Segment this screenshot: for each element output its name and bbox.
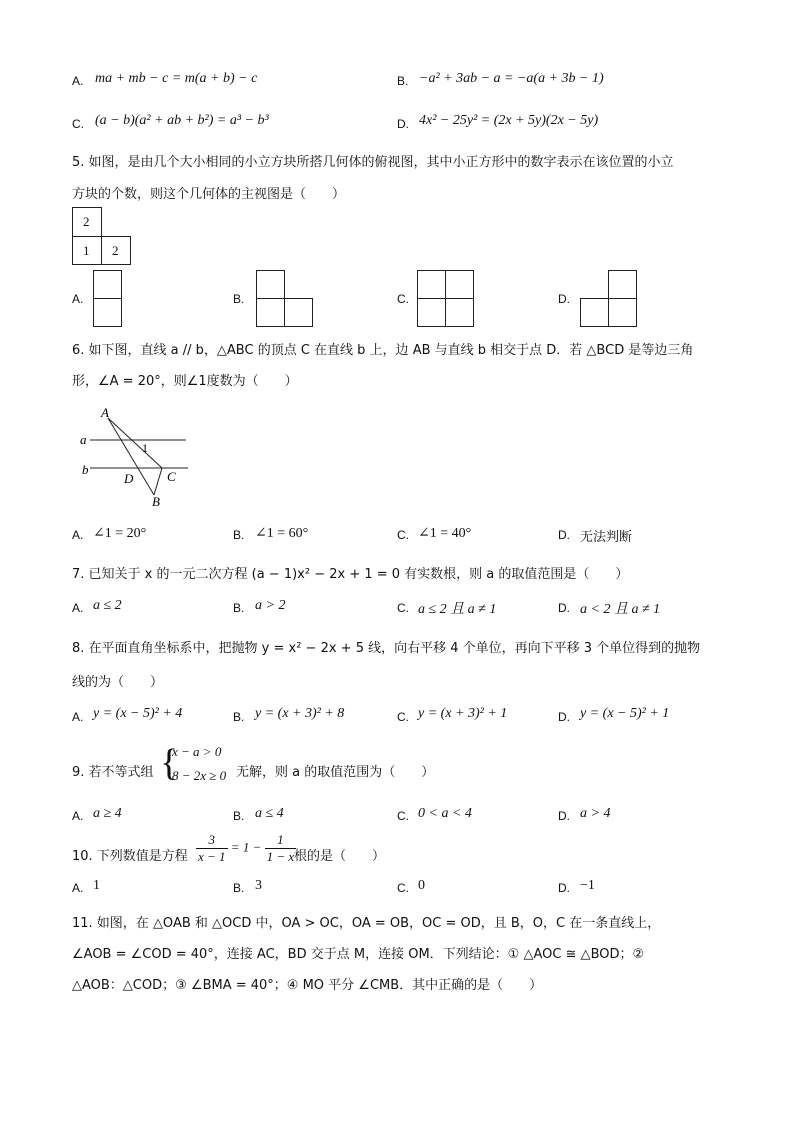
q8-option-c-text: y = (x + 3)² + 1 (418, 706, 508, 721)
q6-option-a-label: A. (72, 528, 84, 542)
grid-cell (72, 236, 102, 265)
q4-option-c-text: (a − b)(a² + ab + b²) = a³ − b³ (95, 113, 269, 128)
q11-stem-line1: 11. 如图，在 △OAB 和 △OCD 中，OA > OC，OA = OB，OC = OD，且 B，O，C 在一条直线上， (72, 916, 661, 931)
q10-fraction-1-denominator: x − 1 (198, 849, 226, 864)
q8-option-b-label: B. (233, 710, 245, 724)
q10-option-c-label: C. (397, 881, 409, 895)
q10-fraction-1 (196, 832, 228, 865)
q10-stem-suffix: 根的是（ ） (294, 849, 386, 864)
q6-figure (72, 400, 202, 510)
segment-bc (154, 468, 162, 495)
q6-option-b-label: B. (233, 528, 245, 542)
grid-cell (101, 236, 131, 265)
q8-option-a-text: y = (x − 5)² + 4 (93, 706, 183, 721)
grid-count: 1 (83, 243, 90, 258)
q5-option-d-label: D. (558, 292, 570, 306)
segment-ac (108, 418, 162, 468)
q6-option-c-label: C. (397, 528, 409, 542)
q10-option-c-text: 0 (418, 878, 425, 893)
q9-option-d-label: D. (558, 809, 570, 823)
grid-count: 2 (112, 243, 119, 258)
q10-option-b-label: B. (233, 881, 245, 895)
q10-option-a-text: 1 (93, 878, 100, 893)
label-angle-1: 1 (142, 441, 148, 455)
q8-option-b-text: y = (x + 3)² + 8 (255, 706, 345, 721)
q9-inequality-1: x − a > 0 (172, 744, 222, 759)
q4-option-a-label: A. (72, 74, 84, 88)
q9-stem-prefix: 9. 若不等式组 (72, 765, 154, 780)
q10-option-b-text: 3 (255, 878, 262, 893)
label-point-b: B (152, 494, 160, 509)
q7-option-a-label: A. (72, 601, 84, 615)
q5-option-a-label: A. (72, 292, 84, 306)
q9-option-a-label: A. (72, 809, 84, 823)
q9-brace: { (160, 742, 179, 784)
q10-option-d-text: −1 (580, 878, 595, 893)
q9-option-b-text: a ≤ 4 (255, 806, 284, 821)
q8-option-d-label: D. (558, 710, 570, 724)
q11-stem-line2: ∠AOB = ∠COD = 40°，连接 AC，BD 交于点 M，连接 OM．下列结论：① △AOC ≅ △BOD；② (72, 947, 645, 962)
q9-stem-suffix: 无解，则 a 的取值范围为（ ） (236, 765, 435, 780)
grid-count: 2 (83, 214, 90, 229)
q8-stem-line2: 线的为（ ） (72, 675, 164, 690)
q9-inequality-2: 8 − 2x ≥ 0 (172, 768, 227, 783)
q6-stem-line2: 形，∠A = 20°，则∠1度数为（ ） (72, 374, 298, 389)
q10-option-a-label: A. (72, 881, 84, 895)
grid-cell (72, 207, 102, 237)
q8-option-c-label: C. (397, 710, 409, 724)
label-point-c: C (167, 469, 176, 484)
q8-option-a-label: A. (72, 710, 84, 724)
q10-fraction-2-numerator: 1 (265, 832, 297, 849)
q4-option-d-text: 4x² − 25y² = (2x + 5y)(2x − 5y) (419, 113, 599, 128)
q6-option-d-label: D. (558, 528, 570, 542)
q9-option-b-label: B. (233, 809, 245, 823)
q10-option-d-label: D. (558, 881, 570, 895)
q7-option-b-label: B. (233, 601, 245, 615)
q4-option-b-text: −a² + 3ab − a = −a(a + 3b − 1) (419, 71, 604, 86)
q10-fraction-2 (265, 832, 297, 865)
q7-option-d-label: D. (558, 601, 570, 615)
q9-option-d-text: a > 4 (580, 806, 611, 821)
q9-option-c-label: C. (397, 809, 409, 823)
label-point-d: D (124, 471, 134, 486)
q6-stem-line1: 6. 如下图，直线 a // b，△ABC 的顶点 C 在直线 b 上，边 AB 与直线 b 相交于点 D．若 △BCD 是等边三角 (72, 343, 694, 358)
q7-option-b-text: a > 2 (255, 598, 286, 613)
q6-option-b-text: ∠1 = 60° (255, 526, 309, 541)
q8-option-d-text: y = (x − 5)² + 1 (580, 706, 670, 721)
q7-option-c-text: a ≤ 2 且 a ≠ 1 (418, 602, 497, 617)
label-point-a: A (101, 405, 109, 420)
q6-option-d-text: 无法判断 (580, 530, 633, 545)
q5-option-b-label: B. (233, 292, 245, 306)
q4-option-a-text: ma + mb − c = m(a + b) − c (95, 71, 258, 86)
q8-stem-line1: 8. 在平面直角坐标系中，把抛物 y = x² − 2x + 5 线，向右平移 4 个单位，再向下平移 3 个单位得到的抛物 (72, 641, 701, 656)
q10-equals-part: = 1 − (230, 839, 262, 855)
q6-option-a-text: ∠1 = 20° (93, 526, 147, 541)
q10-fraction-1-numerator: 3 (196, 832, 228, 849)
q9-option-c-text: 0 < a < 4 (418, 806, 472, 821)
label-line-a: a (80, 432, 87, 447)
q5-option-c-label: C. (397, 292, 409, 306)
q5-stem-line2: 方块的个数，则这个几何体的主视图是（ ） (72, 187, 346, 202)
q7-option-a-text: a ≤ 2 (93, 598, 122, 613)
q4-option-c-label: C. (72, 117, 84, 131)
q7-option-c-label: C. (397, 601, 409, 615)
q6-option-c-text: ∠1 = 40° (418, 526, 472, 541)
q7-stem: 7. 已知关于 x 的一元二次方程 (a − 1)x² − 2x + 1 = 0 有实数根，则 a 的取值范围是（ ） (72, 567, 629, 582)
q4-option-d-label: D. (397, 117, 409, 131)
q10-stem-prefix: 10. 下列数值是方程 (72, 849, 188, 864)
q5-stem-line1: 5. 如图，是由几个大小相同的小立方块所搭几何体的俯视图，其中小正方形中的数字表示在该位置的小立 (72, 155, 674, 170)
q11-stem-line3: △AOB：△COD；③ ∠BMA = 40°；④ MO 平分 ∠CMB．其中正确的是（ ） (72, 978, 543, 993)
q10-fraction-2-denominator: 1 − x (266, 849, 295, 864)
q4-option-b-label: B. (397, 74, 409, 88)
label-line-b: b (82, 462, 89, 477)
q7-option-d-text: a < 2 且 a ≠ 1 (580, 602, 661, 617)
q9-option-a-text: a ≥ 4 (93, 806, 122, 821)
q10-equation (196, 832, 296, 865)
